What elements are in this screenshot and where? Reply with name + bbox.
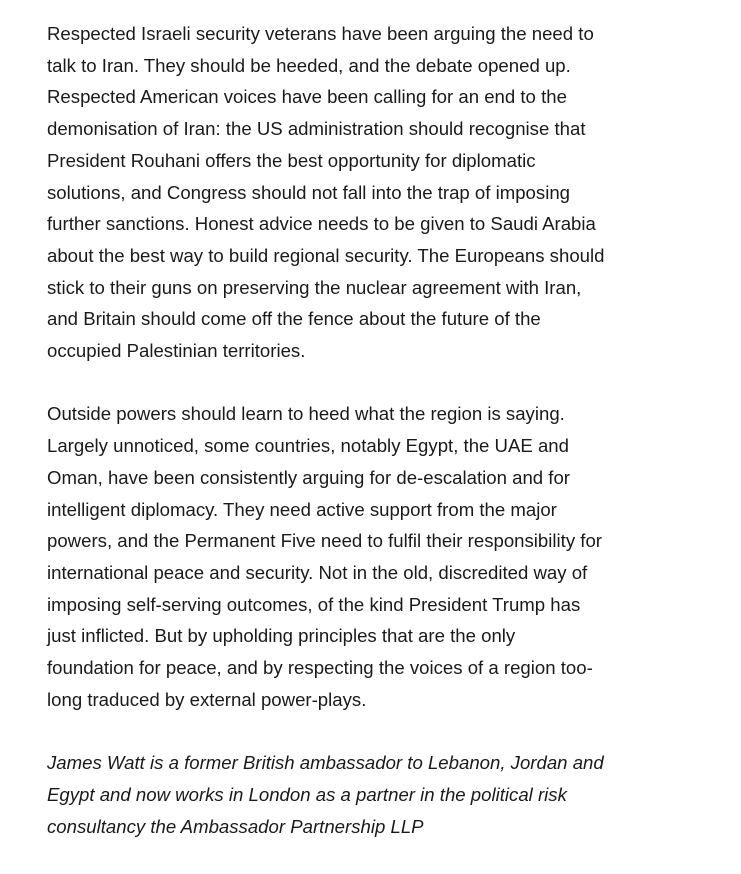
byline-line: consultancy the Ambassador Partnership LLP (47, 815, 424, 837)
text-line: stick to their guns on preserving the nuclear agreement with Iran, (47, 276, 582, 298)
text-line: just inflicted. But by upholding principles that are the only (47, 625, 516, 647)
text-line: further sanctions. Honest advice needs to be given to Saudi Arabia (47, 213, 596, 235)
paragraph-spacer (47, 715, 647, 747)
author-byline (47, 747, 647, 842)
text-line: demonisation of Iran: the US administration should recognise that (47, 118, 586, 140)
text-line: imposing self-serving outcomes, of the kind President Trump has (47, 593, 581, 615)
text-line: intelligent diplomacy. They need active support from the major (47, 498, 557, 520)
byline-line: Egypt and now works in London as a partner in the political risk (47, 783, 567, 805)
text-line: international peace and security. Not in the old, discredited way of (47, 561, 588, 583)
text-line: Outside powers should learn to heed what the region is saying. (47, 403, 565, 425)
text-line: solutions, and Congress should not fall into the trap of imposing (47, 181, 571, 203)
paragraph-spacer (47, 367, 647, 399)
byline-line: James Watt is a former British ambassador to Lebanon, Jordan and (47, 752, 604, 774)
text-line: long traduced by external power-plays. (47, 688, 367, 710)
text-line: talk to Iran. They should be heeded, and the debate opened up. (47, 54, 571, 76)
text-line: occupied Palestinian territories. (47, 340, 306, 362)
text-line: and Britain should come off the fence about the future of the (47, 308, 541, 330)
text-line: Oman, have been consistently arguing for de-escalation and for (47, 466, 571, 488)
text-line: Largely unnoticed, some countries, notably Egypt, the UAE and (47, 435, 569, 457)
text-line: foundation for peace, and by respecting the voices of a region too- (47, 657, 593, 679)
text-line: about the best way to build regional security. The Europeans should (47, 244, 605, 266)
text-line: Respected American voices have been calling for an end to the (47, 86, 567, 108)
text-line: Respected Israeli security veterans have been arguing the need to (47, 23, 594, 44)
paragraph-1 (47, 18, 647, 367)
text-line: President Rouhani offers the best opportunity for diplomatic (47, 149, 536, 171)
text-line: powers, and the Permanent Five need to fulfil their responsibility for (47, 530, 602, 552)
paragraph-2 (47, 398, 647, 715)
